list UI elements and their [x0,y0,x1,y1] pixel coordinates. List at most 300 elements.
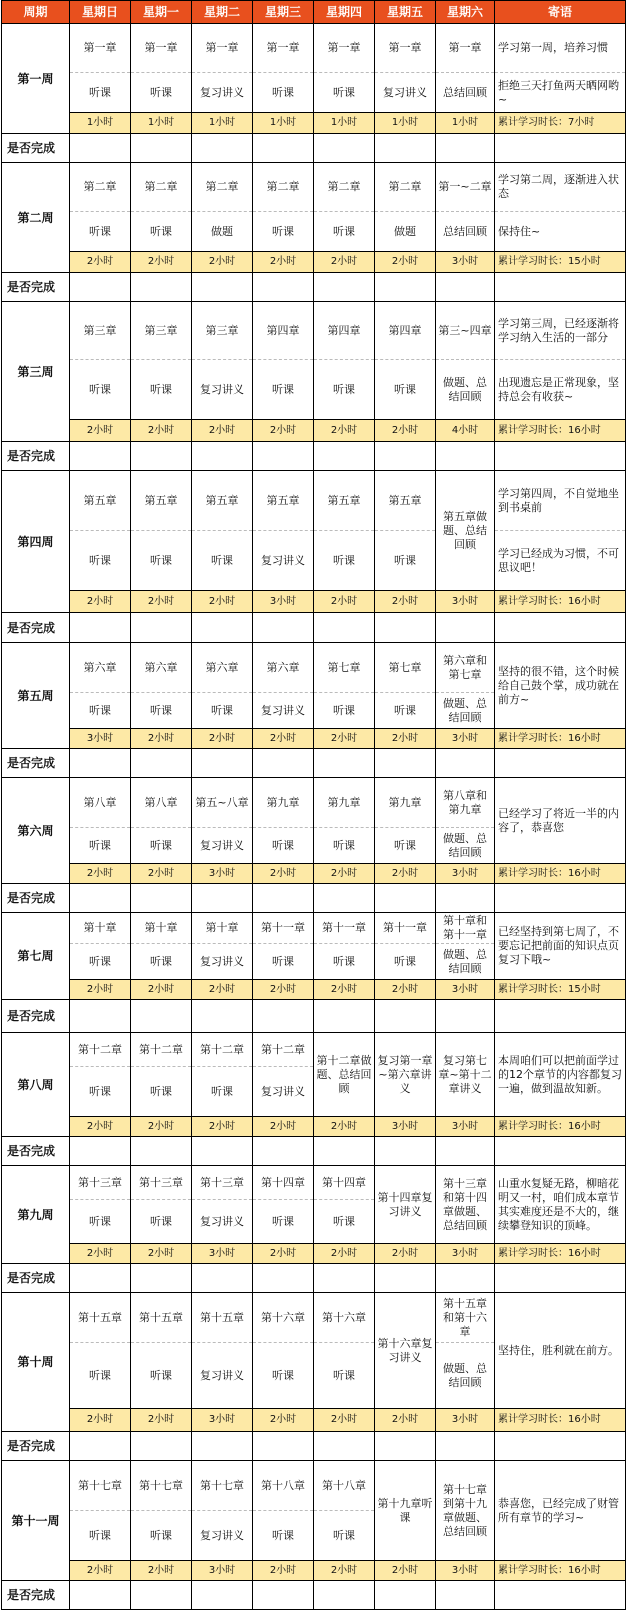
week-row-done [2,442,626,471]
completion-checkbox-cell[interactable] [253,1264,314,1293]
chapter-cell: 第十七章 [131,1461,192,1511]
completion-checkbox-cell[interactable] [375,884,436,913]
hours-cell: 2小时 [375,729,436,749]
activity-cell: 听课 [314,73,375,113]
activity-cell: 听课 [314,360,375,420]
completion-checkbox-cell[interactable] [70,1137,131,1166]
week-row-task [2,643,626,693]
chapter-cell: 第九章 [375,778,436,828]
chapter-cell: 第二章 [70,163,131,212]
activity-cell: 听课 [131,693,192,729]
activity-cell: 做题 [375,212,436,252]
activity-cell: 听课 [375,531,436,591]
completion-checkbox-cell[interactable] [131,273,192,302]
hours-cell: 2小时 [131,1561,192,1581]
hours-cell: 2小时 [70,980,131,1000]
completion-checkbox-cell[interactable] [495,273,626,302]
message-cell: 已经学习了将近一半的内容了，恭喜您 [495,778,626,864]
activity-cell: 听课 [314,828,375,864]
activity-cell: 听课 [70,531,131,591]
activity-cell: 复习讲义 [192,1511,253,1561]
activity-cell: 听课 [314,693,375,729]
completion-checkbox-cell[interactable] [495,1137,626,1166]
header-row [2,1,626,24]
week-row-task [2,1033,626,1067]
hours-cell: 2小时 [131,1244,192,1264]
saturday-cell: 第五章做题、总结回顾 [436,471,495,591]
hours-cell: 1小时 [131,113,192,134]
activity-cell: 复习讲义 [253,1067,314,1117]
completion-checkbox-cell[interactable] [253,442,314,471]
completion-checkbox-cell[interactable] [375,1264,436,1293]
message-cell: 恭喜您，已经完成了财管所有章节的学习~ [495,1461,626,1561]
hours-cell: 2小时 [70,1244,131,1264]
hours-cell: 4小时 [436,420,495,442]
completion-checkbox-cell[interactable] [70,1264,131,1293]
week-row-hours [2,420,626,442]
chapter-cell: 第十六章 [314,1293,375,1343]
chapter-cell: 第六章 [253,643,314,693]
chapter-cell: 第五章 [70,471,131,531]
cumulative-hours-cell: 累计学习时长：16小时 [495,420,626,442]
completion-checkbox-cell[interactable] [192,749,253,778]
activity-cell: 听课 [131,531,192,591]
week-row-task [2,471,626,531]
hours-cell: 3小时 [375,1117,436,1137]
activity-cell: 听课 [314,944,375,980]
hours-cell: 3小时 [436,1117,495,1137]
activity-cell: 听课 [70,1511,131,1561]
activity-cell: 听课 [131,360,192,420]
completion-checkbox-cell[interactable] [70,1581,131,1610]
header-period: 周期 [2,1,70,24]
cumulative-hours-cell: 累计学习时长：16小时 [495,1244,626,1264]
activity-cell: 听课 [70,212,131,252]
completion-checkbox-cell[interactable] [314,1432,375,1461]
week-row-task [2,1166,626,1200]
chapter-cell: 第十五章 [131,1293,192,1343]
activity-cell: 听课 [375,693,436,729]
hours-cell: 2小时 [131,1117,192,1137]
completion-checkbox-cell[interactable] [314,1000,375,1033]
message-cell-secondary: 拒绝三天打鱼两天晒网哟~ [495,73,626,113]
hours-cell: 3小时 [436,864,495,884]
completion-checkbox-cell[interactable] [436,884,495,913]
week-row-hours [2,1561,626,1581]
completion-checkbox-cell[interactable] [131,613,192,643]
activity-cell: 听课 [192,693,253,729]
completion-checkbox-cell[interactable] [436,134,495,163]
completion-checkbox-cell[interactable] [70,442,131,471]
completion-checkbox-cell[interactable] [375,134,436,163]
activity-cell: 听课 [131,1200,192,1244]
chapter-cell: 第十六章 [253,1293,314,1343]
activity-cell: 听课 [70,1343,131,1409]
saturday-cell: 复习第七章~第十二章讲义 [436,1033,495,1117]
completion-checkbox-cell[interactable] [495,442,626,471]
week-row-hours [2,591,626,613]
hours-cell: 3小时 [192,1409,253,1432]
completion-checkbox-cell[interactable] [495,613,626,643]
activity-cell: 复习讲义 [253,531,314,591]
completion-checkbox-cell[interactable] [253,613,314,643]
chapter-cell: 第九章 [253,778,314,828]
hours-cell: 2小时 [192,591,253,613]
week-row-done [2,749,626,778]
saturday-chapter-cell: 第十章和第十一章 [436,913,495,944]
completion-checkbox-cell[interactable] [192,134,253,163]
chapter-cell: 第五~八章 [192,778,253,828]
completion-checkbox-cell[interactable] [495,1432,626,1461]
completion-checkbox-cell[interactable] [192,1137,253,1166]
week-row-hours [2,252,626,273]
activity-cell: 听课 [131,1511,192,1561]
header-friday: 星期五 [375,1,436,24]
week-row-activity [2,360,626,420]
chapter-cell: 第一~二章 [436,163,495,212]
completion-checkbox-cell[interactable] [436,442,495,471]
week-label: 第七周 [2,913,70,1000]
week-label: 第二周 [2,163,70,273]
completion-checkbox-cell[interactable] [495,1000,626,1033]
completion-checkbox-cell[interactable] [495,134,626,163]
cumulative-hours-cell: 累计学习时长：16小时 [495,1117,626,1137]
week-row-activity [2,531,626,591]
hours-cell: 2小时 [375,252,436,273]
completion-checkbox-cell[interactable] [253,134,314,163]
completion-checkbox-cell[interactable] [192,1581,253,1610]
activity-cell: 听课 [253,73,314,113]
hours-cell: 2小时 [314,980,375,1000]
completion-checkbox-cell[interactable] [495,1581,626,1610]
hours-cell: 2小时 [131,591,192,613]
completion-checkbox-cell[interactable] [70,1000,131,1033]
week-row-task [2,24,626,73]
friday-cell: 复习第一章~第六章讲义 [375,1033,436,1117]
chapter-cell: 第十七章 [70,1461,131,1511]
hours-cell: 3小时 [192,1244,253,1264]
week-row-activity [2,73,626,113]
week-row-hours [2,729,626,749]
hours-cell: 3小时 [436,980,495,1000]
hours-cell: 2小时 [314,1244,375,1264]
saturday-chapter-cell: 第十五章和第十六章 [436,1293,495,1343]
hours-cell: 2小时 [314,864,375,884]
hours-cell: 2小时 [253,980,314,1000]
week-row-done [2,613,626,643]
chapter-cell: 第一章 [192,24,253,73]
chapter-cell: 第十章 [192,913,253,944]
week-row-hours [2,864,626,884]
cumulative-hours-cell: 累计学习时长：7小时 [495,113,626,134]
hours-cell: 2小时 [253,729,314,749]
completion-checkbox-cell[interactable] [314,1264,375,1293]
completion-checkbox-cell[interactable] [70,134,131,163]
week-row-hours [2,1117,626,1137]
completion-checkbox-cell[interactable] [314,442,375,471]
saturday-cell: 第十三章和第十四章做题、总结回顾 [436,1166,495,1244]
completion-checkbox-cell[interactable] [131,749,192,778]
completion-label: 是否完成 [2,134,70,163]
hours-cell: 2小时 [375,1561,436,1581]
week-row-task [2,302,626,360]
activity-cell: 总结回顾 [436,73,495,113]
activity-cell: 听课 [375,828,436,864]
saturday-activity-cell: 做题、总结回顾 [436,828,495,864]
completion-checkbox-cell[interactable] [436,1432,495,1461]
chapter-cell: 第一章 [70,24,131,73]
completion-checkbox-cell[interactable] [70,749,131,778]
message-cell: 本周咱们可以把前面学过的12个章节的内容都复习一遍，做到温故知新。 [495,1033,626,1117]
completion-checkbox-cell[interactable] [253,1000,314,1033]
completion-checkbox-cell[interactable] [436,1000,495,1033]
activity-cell: 听课 [70,944,131,980]
activity-cell: 听课 [314,1200,375,1244]
cumulative-hours-cell: 累计学习时长：16小时 [495,1561,626,1581]
hours-cell: 2小时 [314,1409,375,1432]
chapter-cell: 第十二章 [192,1033,253,1067]
completion-checkbox-cell[interactable] [253,884,314,913]
cumulative-hours-cell: 累计学习时长：16小时 [495,729,626,749]
hours-cell: 2小时 [314,729,375,749]
hours-cell: 3小时 [436,1409,495,1432]
header-wednesday: 星期三 [253,1,314,24]
completion-checkbox-cell[interactable] [70,1432,131,1461]
activity-cell: 听课 [70,1200,131,1244]
chapter-cell: 第八章 [70,778,131,828]
completion-checkbox-cell[interactable] [375,1137,436,1166]
completion-checkbox-cell[interactable] [253,1581,314,1610]
completion-label: 是否完成 [2,613,70,643]
chapter-cell: 第九章 [314,778,375,828]
chapter-cell: 第五章 [375,471,436,531]
completion-label: 是否完成 [2,1581,70,1610]
completion-checkbox-cell[interactable] [314,134,375,163]
completion-checkbox-cell[interactable] [70,884,131,913]
week-label: 第十周 [2,1293,70,1432]
activity-cell: 做题 [192,212,253,252]
completion-checkbox-cell[interactable] [70,613,131,643]
activity-cell: 听课 [131,73,192,113]
week-label: 第四周 [2,471,70,613]
completion-checkbox-cell[interactable] [375,1432,436,1461]
chapter-cell: 第六章 [192,643,253,693]
completion-checkbox-cell[interactable] [253,1432,314,1461]
chapter-cell: 第三章 [131,302,192,360]
completion-checkbox-cell[interactable] [131,1264,192,1293]
completion-checkbox-cell[interactable] [436,1264,495,1293]
completion-checkbox-cell[interactable] [314,273,375,302]
activity-cell: 听课 [314,1511,375,1561]
week-row-done [2,1264,626,1293]
week-row-hours [2,980,626,1000]
chapter-cell: 第一章 [375,24,436,73]
completion-checkbox-cell[interactable] [495,749,626,778]
completion-checkbox-cell[interactable] [253,1137,314,1166]
chapter-cell: 第十五章 [70,1293,131,1343]
hours-cell: 3小时 [192,1561,253,1581]
completion-checkbox-cell[interactable] [495,1264,626,1293]
activity-cell: 听课 [253,360,314,420]
completion-checkbox-cell[interactable] [131,1432,192,1461]
chapter-cell: 第七章 [375,643,436,693]
chapter-cell: 第十五章 [192,1293,253,1343]
header-saturday: 星期六 [436,1,495,24]
chapter-cell: 第五章 [314,471,375,531]
completion-checkbox-cell[interactable] [375,1581,436,1610]
hours-cell: 2小时 [253,1561,314,1581]
chapter-cell: 第十四章 [253,1166,314,1200]
completion-checkbox-cell[interactable] [253,273,314,302]
completion-checkbox-cell[interactable] [436,613,495,643]
completion-checkbox-cell[interactable] [192,442,253,471]
hours-cell: 3小时 [436,729,495,749]
hours-cell: 2小时 [131,1409,192,1432]
hours-cell: 2小时 [70,864,131,884]
week-row-done [2,1137,626,1166]
completion-checkbox-cell[interactable] [131,1000,192,1033]
chapter-cell: 第十八章 [314,1461,375,1511]
completion-checkbox-cell[interactable] [375,613,436,643]
completion-label: 是否完成 [2,1137,70,1166]
activity-cell: 听课 [70,1067,131,1117]
message-cell: 学习第三周，已经逐渐将学习纳入生活的一部分 [495,302,626,360]
message-cell: 学习第二周，逐渐进入状态 [495,163,626,212]
chapter-cell: 第一章 [253,24,314,73]
hours-cell: 3小时 [192,864,253,884]
completion-checkbox-cell[interactable] [253,749,314,778]
hours-cell: 2小时 [192,729,253,749]
chapter-cell: 第十章 [131,913,192,944]
chapter-cell: 第二章 [192,163,253,212]
hours-cell: 3小时 [436,591,495,613]
saturday-chapter-cell: 第八章和第九章 [436,778,495,828]
chapter-cell: 第五章 [131,471,192,531]
completion-label: 是否完成 [2,884,70,913]
activity-cell: 复习讲义 [192,944,253,980]
completion-checkbox-cell[interactable] [131,442,192,471]
activity-cell: 听课 [70,693,131,729]
message-cell: 学习第一周，培养习惯 [495,24,626,73]
completion-checkbox-cell[interactable] [375,442,436,471]
completion-checkbox-cell[interactable] [131,134,192,163]
message-cell: 坚持住，胜利就在前方。 [495,1293,626,1409]
friday-cell: 第十九章听课 [375,1461,436,1561]
completion-checkbox-cell[interactable] [436,749,495,778]
saturday-activity-cell: 做题、总结回顾 [436,693,495,729]
activity-cell: 复习讲义 [192,360,253,420]
week-row-task [2,1461,626,1511]
completion-checkbox-cell[interactable] [375,749,436,778]
completion-checkbox-cell[interactable] [70,273,131,302]
completion-checkbox-cell[interactable] [131,1581,192,1610]
completion-checkbox-cell[interactable] [375,273,436,302]
activity-cell: 听课 [131,828,192,864]
activity-cell: 听课 [70,360,131,420]
chapter-cell: 第三~四章 [436,302,495,360]
completion-checkbox-cell[interactable] [314,884,375,913]
week-row-hours [2,1409,626,1432]
hours-cell: 2小时 [131,729,192,749]
chapter-cell: 第三章 [192,302,253,360]
week-row-task [2,1293,626,1343]
hours-cell: 2小时 [314,252,375,273]
chapter-cell: 第十一章 [314,913,375,944]
hours-cell: 2小时 [253,420,314,442]
chapter-cell: 第十一章 [375,913,436,944]
activity-cell: 听课 [131,1343,192,1409]
chapter-cell: 第十一章 [253,913,314,944]
chapter-cell: 第四章 [314,302,375,360]
hours-cell: 2小时 [314,1561,375,1581]
hours-cell: 2小时 [375,591,436,613]
completion-checkbox-cell[interactable] [192,1264,253,1293]
cumulative-hours-cell: 累计学习时长：16小时 [495,1409,626,1432]
completion-checkbox-cell[interactable] [192,1432,253,1461]
activity-cell: 复习讲义 [375,73,436,113]
chapter-cell: 第十八章 [253,1461,314,1511]
completion-checkbox-cell[interactable] [436,1137,495,1166]
week-row-task [2,778,626,828]
chapter-cell: 第二章 [131,163,192,212]
completion-checkbox-cell[interactable] [314,613,375,643]
activity-cell: 听课 [70,73,131,113]
completion-checkbox-cell[interactable] [131,1137,192,1166]
hours-cell: 1小时 [314,113,375,134]
chapter-cell: 第十四章 [314,1166,375,1200]
hours-cell: 2小时 [253,1117,314,1137]
saturday-activity-cell: 做题、总结回顾 [436,944,495,980]
hours-cell: 2小时 [253,1409,314,1432]
completion-checkbox-cell[interactable] [314,749,375,778]
chapter-cell: 第七章 [314,643,375,693]
message-cell: 已经坚持到第七周了，不要忘记把前面的知识点页复习下哦~ [495,913,626,980]
hours-cell: 2小时 [131,980,192,1000]
study-plan-table [1,0,626,1610]
activity-cell: 复习讲义 [192,73,253,113]
hours-cell: 2小时 [192,1117,253,1137]
saturday-cell: 第十七章到第十九章做题、总结回顾 [436,1461,495,1561]
completion-checkbox-cell[interactable] [314,1137,375,1166]
completion-checkbox-cell[interactable] [436,273,495,302]
friday-cell: 第十四章复习讲义 [375,1166,436,1244]
completion-checkbox-cell[interactable] [131,884,192,913]
completion-label: 是否完成 [2,1432,70,1461]
completion-label: 是否完成 [2,1264,70,1293]
hours-cell: 3小时 [436,1561,495,1581]
week-row-activity [2,212,626,252]
hours-cell: 2小时 [192,980,253,1000]
completion-checkbox-cell[interactable] [436,1581,495,1610]
completion-checkbox-cell[interactable] [192,273,253,302]
hours-cell: 1小时 [70,113,131,134]
message-cell-secondary: 学习已经成为习惯，不可思议吧！ [495,531,626,591]
completion-checkbox-cell[interactable] [192,1000,253,1033]
hours-cell: 3小时 [436,252,495,273]
completion-checkbox-cell[interactable] [314,1581,375,1610]
hours-cell: 1小时 [253,113,314,134]
completion-checkbox-cell[interactable] [192,613,253,643]
message-cell: 学习第四周，不自觉地坐到书桌前 [495,471,626,531]
chapter-cell: 第二章 [253,163,314,212]
completion-checkbox-cell[interactable] [375,1000,436,1033]
completion-checkbox-cell[interactable] [192,884,253,913]
cumulative-hours-cell: 累计学习时长：16小时 [495,864,626,884]
hours-cell: 2小时 [253,252,314,273]
hours-cell: 2小时 [70,1117,131,1137]
completion-checkbox-cell[interactable] [495,884,626,913]
activity-cell: 复习讲义 [192,828,253,864]
